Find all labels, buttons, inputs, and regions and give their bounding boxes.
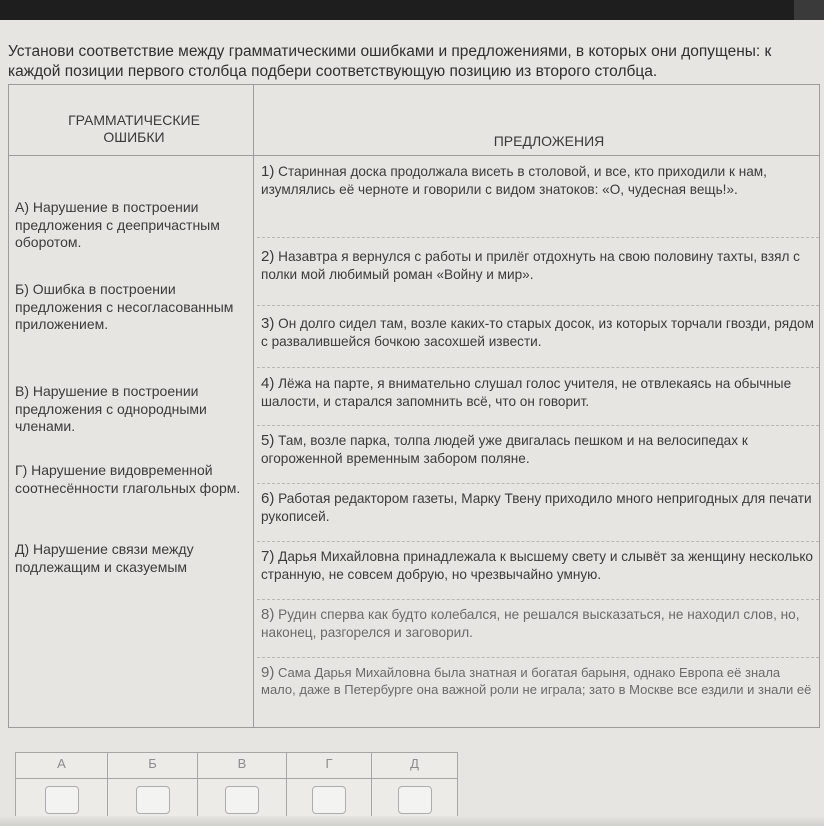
- error-a: А) Нарушение в построении предложения с деепричастным оборотом.: [15, 199, 220, 250]
- top-bar-accent: [794, 0, 824, 20]
- sentence-number: 9): [261, 664, 275, 681]
- sentence-separator: [257, 425, 819, 427]
- sentence-text: Лёжа на парте, я внимательно слушал голос учителя, не отвлекаясь на обычные шалости, и старался запомнить всё, что он говорит.: [261, 376, 792, 409]
- sentence-separator: [257, 237, 819, 239]
- answer-label: В: [237, 756, 247, 771]
- error-b: Б) Ошибка в построении предложения с несогласованным приложением.: [15, 281, 234, 332]
- sentence-separator: [257, 541, 819, 543]
- answer-label: А: [57, 756, 66, 771]
- sentence-8: [261, 606, 816, 641]
- sentence-text: Старинная доска продолжала висеть в столовой, и все, кто приходили к нам, изумлялись её черноте и говорили с видом знатоков: «О, чудесная вещь!».: [261, 164, 767, 197]
- sentence-9: [261, 664, 816, 698]
- sentence-number: 2): [261, 248, 275, 265]
- task-instruction: Установи соответствие между грамматическими ошибками и предложениями, в которых они допущены: к каждой позиции первого столбца подбери соответствующую позицию из второго столбца.: [8, 43, 772, 80]
- answer-input-v[interactable]: [225, 786, 259, 814]
- sentence-number: 3): [261, 315, 275, 332]
- header-divider: [9, 155, 819, 156]
- answer-input-g[interactable]: [312, 786, 346, 814]
- errors-header: ГРАММАТИЧЕСКИЕ ОШИБКИ: [68, 112, 200, 145]
- error-v: В) Нарушение в построении предложения с однородными членами.: [15, 383, 207, 434]
- answer-input-b[interactable]: [136, 786, 170, 814]
- top-bar: [0, 0, 824, 20]
- answer-cell-g: [287, 753, 371, 821]
- sentence-number: 7): [261, 548, 275, 565]
- sentence-1: [261, 163, 816, 198]
- sentence-text: Там, возле парка, толпа людей уже двигалась пешком и на велосипедах к огороженной временным забором поляне.: [261, 433, 748, 466]
- answer-table: [15, 752, 458, 822]
- sentence-text: Сама Дарья Михайловна была знатная и богатая барыня, однако Европа её знала мало, даже в Петербурге она важной роли не играла; зато в Москве все ездили и знали её: [261, 665, 812, 697]
- sentence-4: [261, 375, 816, 410]
- sentences-header: ПРЕДЛОЖЕНИЯ: [493, 133, 605, 149]
- sentence-separator: [257, 599, 819, 601]
- sentence-separator: [257, 657, 819, 659]
- sentence-separator: [257, 305, 819, 307]
- answer-input-a[interactable]: [45, 786, 79, 814]
- sentence-text: Назавтра я вернулся с работы и прилёг отдохнуть на свою половину тахты, взял с полки мой любимый роман «Войну и мир».: [261, 249, 800, 282]
- sentence-number: 4): [261, 375, 275, 392]
- sentence-separator: [257, 367, 819, 369]
- answer-input-d[interactable]: [398, 786, 432, 814]
- sentence-number: 1): [261, 163, 275, 180]
- matching-table: [8, 84, 820, 728]
- error-g: Г) Нарушение видовременной соотнесённости глагольных форм.: [15, 462, 241, 496]
- answer-label: Д: [410, 756, 419, 771]
- sentence-6: [261, 490, 816, 525]
- sentence-text: Работая редактором газеты, Марку Твену приходило много непригодных для печати рукописей.: [261, 491, 812, 524]
- sentence-number: 8): [261, 606, 275, 623]
- sentence-number: 5): [261, 432, 275, 449]
- answer-label: Г: [325, 756, 333, 771]
- answer-cell-a: [16, 753, 107, 821]
- answer-cell-b: [108, 753, 197, 821]
- sentence-text: Дарья Михайловна принадлежала к высшему свету и слывёт за женщину несколько странную, не совсем добрую, но чрезвычайно умную.: [261, 549, 813, 582]
- sentence-text: Он долго сидел там, возле каких-то старых досок, из которых торчали гвозди, рядом с развалившейся бочкою засохшей извести.: [261, 316, 814, 349]
- sentence-5: [261, 432, 816, 467]
- answer-label: Б: [148, 756, 157, 771]
- error-d: Д) Нарушение связи между подлежащим и сказуемым: [15, 541, 194, 575]
- sentence-separator: [257, 483, 819, 485]
- bottom-shade: [0, 816, 824, 826]
- answer-cell-d: [372, 753, 457, 821]
- sentence-2: [261, 248, 816, 283]
- answer-cell-v: [198, 753, 286, 821]
- sentence-number: 6): [261, 490, 275, 507]
- sentence-3: [261, 315, 816, 350]
- sentence-text: Рудин сперва как будто колебался, не решался высказаться, не находил слов, но, наконец, разгорелся и заговорил.: [261, 607, 800, 640]
- sentence-7: [261, 548, 816, 583]
